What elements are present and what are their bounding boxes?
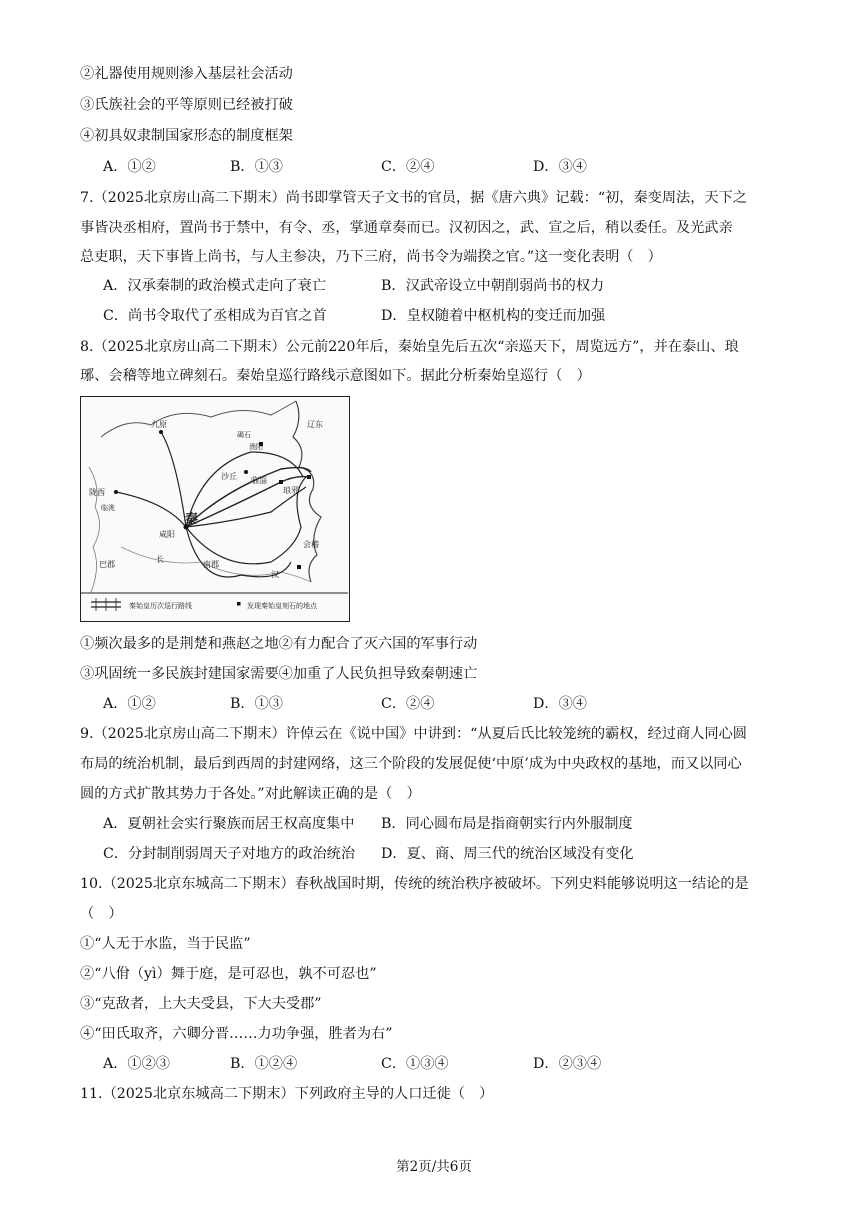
map-label-liaodong: 辽东 [307,420,323,429]
q10-option-c[interactable]: C．①③④ [381,1056,449,1072]
q6-option-d[interactable]: D．③④ [533,159,587,175]
q7-stem-line2: 事皆决丞相府，置尚书于禁中，有令、丞，掌通章奏而已。汉初因之，武、宣之后，稍以委任。及光武亲 [80,220,733,236]
q7-option-d[interactable]: D．皇权随着中枢机构的变迁而加强 [381,308,606,324]
q10-stem-line1: 10.（2025北京东城高二下期末）春秋战国时期，传统的统治秩序被破坏。下列史料能够说明这一结论的是 [80,876,749,892]
q6-item-3: ③氏族社会的平等原则已经被打破 [80,97,293,113]
map-label-chang: 长 [156,555,164,564]
q9-option-a[interactable]: A．夏朝社会实行聚族而居王权高度集中 [103,816,355,832]
q7-stem-line1: 7.（2025北京房山高二下期末）尚书即掌管天子文书的官员，据《唐六典》记载：“初，秦变周法，天下之 [80,190,747,206]
map-label-nanjun: 南郡 [203,560,219,569]
legend-stone-label: 发现秦始皇刻石的地点 [247,602,317,610]
q9-stem-line1: 9.（2025北京房山高二下期末）许倬云在《说中国》中讲到：“从夏后氏比较笼统的霸权，经过商人同心圆 [80,726,747,742]
q8-stem-line2: 琊、会稽等地立碑刻石。秦始皇巡行路线示意图如下。据此分析秦始皇巡行（ ） [80,368,591,384]
q6-item-4: ④初具奴隶制国家形态的制度框架 [80,128,293,144]
q10-item-3: ③“克敌者，上大夫受县，下大夫受郡” [80,996,322,1012]
q8-option-c[interactable]: C．②④ [381,696,435,712]
map-label-han: 汉 [271,570,279,579]
q6-item-2: ②礼器使用规则渗入基层社会活动 [80,66,293,82]
map-label-kuaiji: 会稽 [303,540,319,549]
q10-stem-line2: （ ） [80,906,123,922]
q6-option-a[interactable]: A．①② [103,159,156,175]
q7-option-b[interactable]: B．汉武帝设立中朝削弱尚书的权力 [381,278,605,294]
q10-option-b[interactable]: B．①②④ [230,1056,298,1072]
map-label-langye: 琅邪 [283,486,299,495]
map-label-jiuyuan: 九原 [151,420,167,429]
map-label-jieshi: 碣石 [237,431,251,439]
q8-option-d[interactable]: D．③④ [533,696,587,712]
map-svg [81,397,348,620]
map-label-linzi: 临淄 [251,476,267,485]
q8-stem-line1: 8.（2025北京房山高二下期末）公元前220年后，秦始皇先后五次“亲巡天下，周览远方”，并在泰山、琅 [80,339,739,355]
q8-items-3-4: ③巩固统一多民族封建国家需要④加重了人民负担导致秦朝速亡 [80,666,478,682]
q9-stem-line3: 圆的方式扩散其势力于各处。”对此解读正确的是（ ） [80,786,421,802]
q8-items-1-2: ①频次最多的是荆楚和燕赵之地②有力配合了灭六国的军事行动 [80,636,478,652]
q6-option-b[interactable]: B．①③ [230,159,283,175]
map-label-qin: 秦 [185,512,199,527]
map-label-lintao: 临洮 [101,504,115,512]
q7-option-a[interactable]: A．汉承秦制的政治模式走向了衰亡 [103,278,327,294]
q10-option-a[interactable]: A．①②③ [103,1056,170,1072]
q10-option-d[interactable]: D．②③④ [533,1056,602,1072]
q11-stem-line1: 11.（2025北京东城高二下期末）下列政府主导的人口迁徙（ ） [80,1086,494,1102]
q9-option-b[interactable]: B．同心圆布局是指商朝实行内外服制度 [381,816,633,832]
qin-tour-route-map [80,396,350,622]
q9-option-d[interactable]: D．夏、商、周三代的统治区域没有变化 [381,846,634,862]
q10-item-2: ②“八佾（yì）舞于庭，是可忍也，孰不可忍也” [80,966,377,982]
q7-option-c[interactable]: C．尚书令取代了丞相成为百官之首 [103,308,327,324]
q7-stem-line3: 总吏职，天下事皆上尚书，与人主参决，乃下三府，尚书令为端揆之官。”这一变化表明（ ） [80,249,662,265]
map-label-shaqiu: 沙丘 [221,472,237,481]
q9-option-c[interactable]: C．分封制削弱周天子对地方的政治统治 [103,846,356,862]
q9-stem-line2: 布局的统治机制，最后到西周的封建网络，这三个阶段的发展促使‘中原’成为中央政权的基地，而又以同心 [80,756,742,772]
q10-item-4: ④“田氏取齐，六卿分晋……力功争强，胜者为右” [80,1026,393,1042]
map-label-yuyang: 渔阳 [249,443,263,451]
q6-option-c[interactable]: C．②④ [381,159,435,175]
page-number: 第2页/共6页 [396,1159,472,1175]
map-label-longxi: 陇西 [89,488,105,497]
map-label-bajun: 巴郡 [99,560,115,569]
q8-option-b[interactable]: B．①③ [230,696,283,712]
q8-option-a[interactable]: A．①② [103,696,156,712]
legend-route-label: 秦始皇历次巡行路线 [129,602,192,610]
q10-item-1: ①“人无于水监，当于民监” [80,936,251,952]
map-label-xianyang: 咸阳 [159,530,175,539]
map-legend [91,598,318,611]
